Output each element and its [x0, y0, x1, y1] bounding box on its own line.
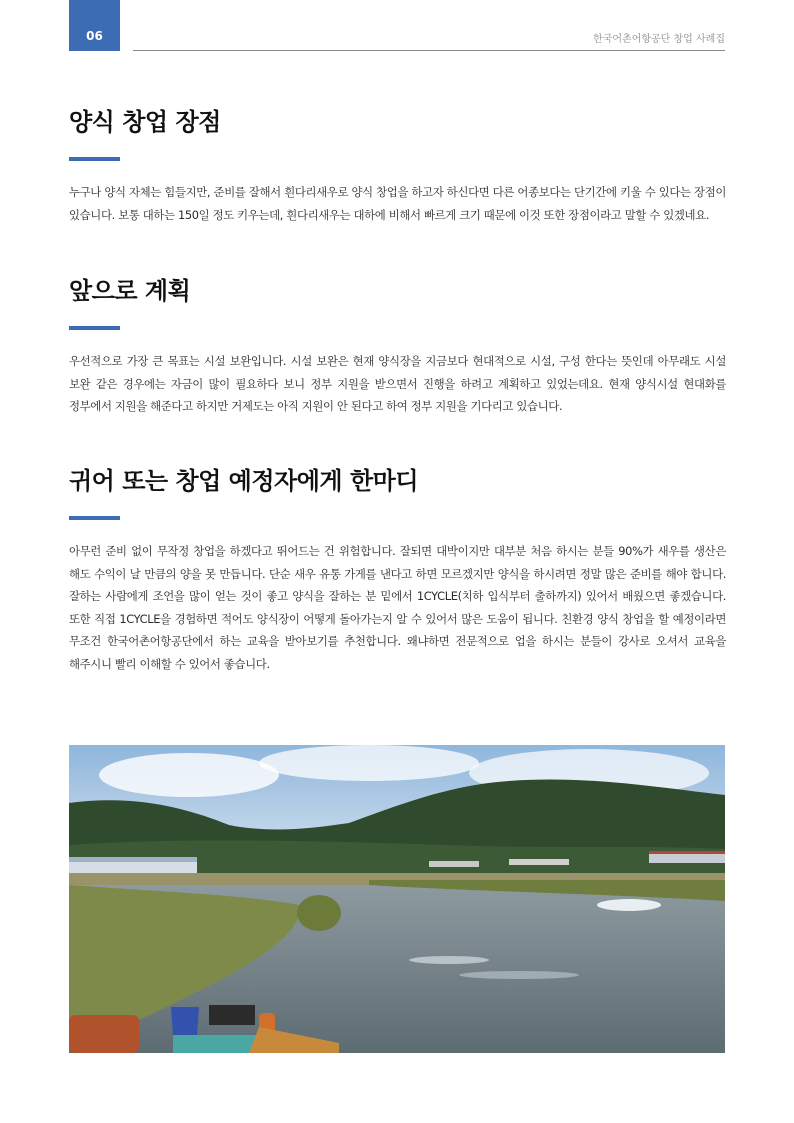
section-advice: [69, 461, 726, 675]
shrimp-farm-pond-photo: [69, 745, 725, 1053]
title-accent-bar: [69, 326, 120, 330]
page-number: 06: [86, 29, 103, 43]
section-advantages: [69, 102, 726, 226]
title-accent-bar: [69, 516, 120, 520]
section-body: 아무런 준비 없이 무작정 창업을 하겠다고 뛰어드는 건 위험합니다. 잘되면 대박이지만 대부분 처음 하시는 분들 90%가 새우를 생산은 해도 수익이 날 만큼의 양을 못 만듭니다. 단순 새우 유통 가게를 낸다고 하면 모르겠지만 양식을 하시려면 정말 많은 준비를 해야 합니다. 잘하는 사람에게 조언을 많이 얻는 것이 좋고 양식을 잘하는 분 밑에서 1CYCLE(치하 입식부터 출하까지) 있어서 배웠으면 좋겠습니다. 또한 직접 1CYCLE을 경험하면 적어도 양식장이 어떻게 돌아가는지 알 수 있어서 많은 도움이 됩니다. 친환경 양식 창업을 할 예정이라면 무조건 한국어촌어항공단에서 하는 교육을 받아보기를 추천합니다. 왜냐하면 전문적으로 업을 하시는 분들이 강사로 오셔서 교육을 해주시니 빨리 이해할 수 있어서 좋습니다.: [69, 544, 726, 671]
section-title: 귀어 또는 창업 예정자에게 한마디: [69, 467, 418, 495]
section-future-plans: [69, 271, 726, 418]
publication-title: 한국어촌어항공단 창업 사례집: [593, 34, 725, 45]
page-number-tab: [69, 0, 120, 51]
section-body: 누구나 양식 자체는 힘들지만, 준비를 잘해서 흰다리새우로 양식 창업을 하고자 하신다면 다른 어종보다는 단기간에 키울 수 있다는 장점이 있습니다. 보통 대하는 150일 정도 키우는데, 흰다리새우는 대하에 비해서 빠르게 크기 때문에 이것 또한 장점이라고 말할 수 있겠네요.: [69, 185, 726, 222]
section-body: 우선적으로 가장 큰 목표는 시설 보완입니다. 시설 보완은 현재 양식장을 지금보다 현대적으로 시설, 구성 한다는 뜻인데 아무래도 시설 보완 같은 경우에는 자금이 많이 필요하다 보니 정부 지원을 받으면서 진행을 하려고 계획하고 있었는데요. 현재 양식시설 현대화를 정부에서 지원을 해준다고 하지만 거제도는 아직 지원이 안 된다고 하여 정부 지원을 기다리고 있습니다.: [69, 354, 726, 413]
header-divider: [133, 50, 725, 51]
title-accent-bar: [69, 157, 120, 161]
section-title: 앞으로 계획: [69, 277, 191, 305]
section-title: 양식 창업 장점: [69, 108, 221, 136]
